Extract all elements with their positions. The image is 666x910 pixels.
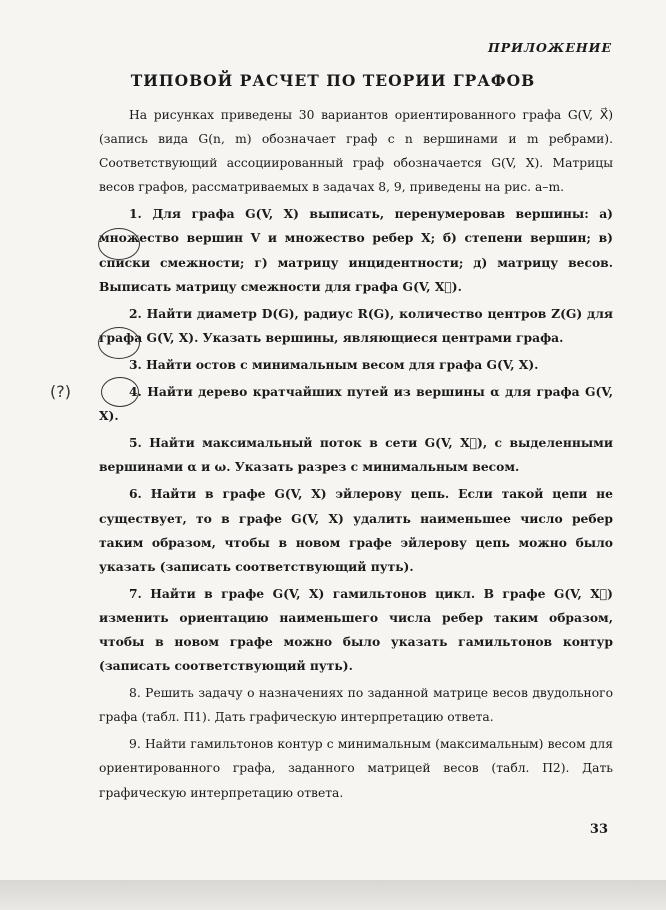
- task-item-4: 4. Найти дерево кратчайших путей из вершины α для графа G(V, X).: [99, 384, 613, 424]
- page-number: 33: [589, 822, 608, 837]
- document-body: [99, 103, 613, 807]
- task-item-5: 5. Найти максимальный поток в сети G(V, X⃗), с выделенными вершинами α и ω. Указать разрез с минимальным весом.: [99, 435, 613, 475]
- scan-bottom-edge: [0, 880, 666, 910]
- task-item-1: 1. Для графа G(V, X) выписать, перенумеровав вершины: а) множество вершин V и множество ребер X; б) степени вершин; в) списки смежности; г) матрицу инцидентности; д) матрицу весов. Выписать матрицу смежности для графа G(V, X⃗).: [99, 206, 613, 294]
- task-item-2: 2. Найти диаметр D(G), радиус R(G), количество центров Z(G) для графа G(V, X). Указать вершины, являющиеся центрами графа.: [99, 305, 613, 345]
- task-item-7: 7. Найти в графе G(V, X) гамильтонов цикл. В графе G(V, X⃗) изменить ориентацию наименьшего числа ребер таким образом, чтобы в новом графе можно было указать гамильтонов контур (записать соответствующий путь).: [99, 585, 613, 674]
- task-item-8: 8. Решить задачу о назначениях по заданной матрице весов двудольного графа (табл. П1). Дать графическую интерпретацию ответа.: [99, 686, 613, 725]
- page-title: ТИПОВОЙ РАСЧЕТ ПО ТЕОРИИ ГРАФОВ: [130, 71, 536, 90]
- section-header: ПРИЛОЖЕНИЕ: [487, 40, 612, 55]
- task-item-3: 3. Найти остов с минимальным весом для графа G(V, X).: [129, 356, 539, 372]
- task-item-9: 9. Найти гамильтонов контур с минимальным (максимальным) весом для ориентированного графа, заданного матрицей весов (табл. П2). Дать графическую интерпретацию ответа.: [99, 737, 613, 800]
- intro-paragraph: На рисунках приведены 30 вариантов ориентированного графа G(V, X⃗) (запись вида G(n, m) обозначает граф с n вершинами и m ребрами). Соответствующий ассоциированный граф обозначается G(V, X). Матрицы весов графов, рассматриваемых в задачах 8, 9, приведены на рис. a–m.: [99, 108, 613, 195]
- handwritten-circle-2: [98, 327, 140, 359]
- task-item-6: 6. Найти в графе G(V, X) эйлерову цепь. Если такой цепи не существует, то в графе G(V, X) удалить наименьшее число ребер таким образом, чтобы в новом графе эйлерову цепь можно было указать (записать соответствующий путь).: [99, 486, 613, 574]
- handwritten-question-note: (?): [50, 382, 71, 401]
- handwritten-circle-3: [101, 377, 139, 407]
- handwritten-circle-1: [98, 228, 140, 260]
